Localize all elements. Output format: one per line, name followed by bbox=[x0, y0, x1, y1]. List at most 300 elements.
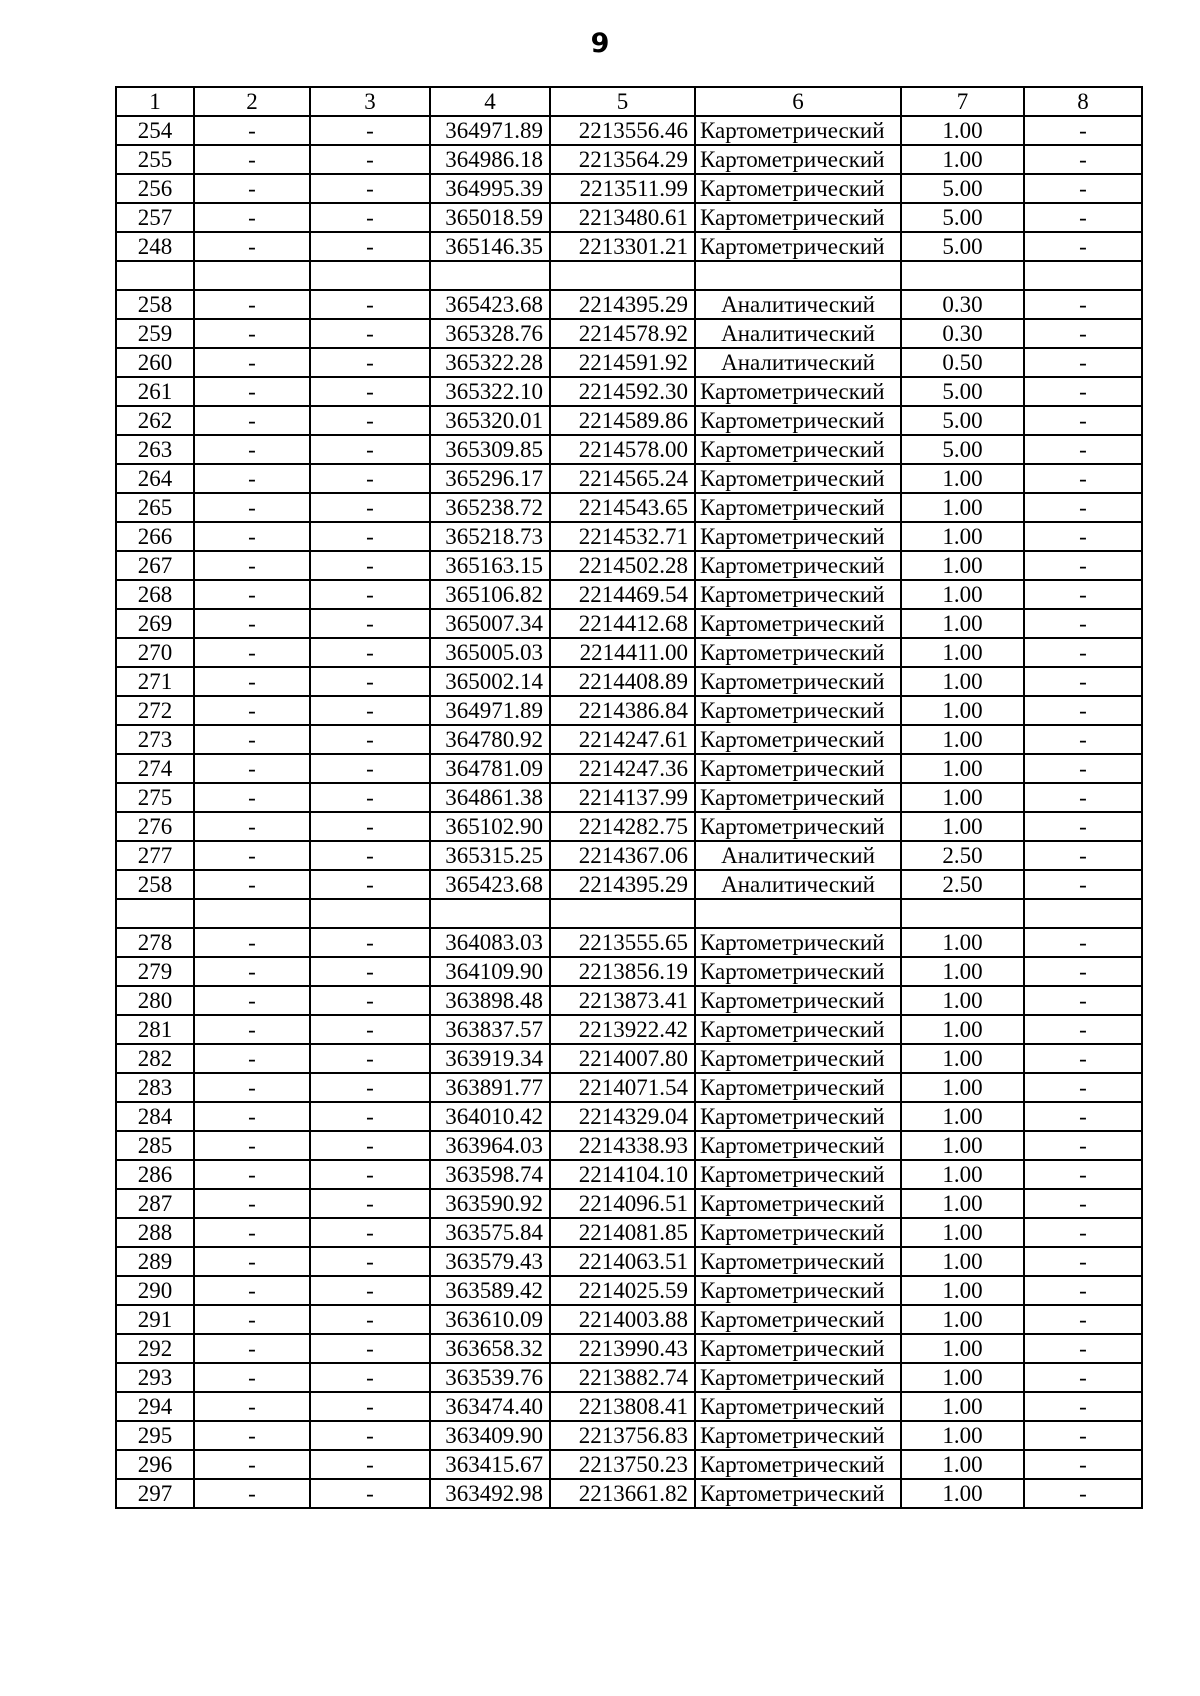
table-row bbox=[116, 377, 1142, 406]
col-3-cell: - bbox=[310, 1363, 430, 1392]
y-coordinate-cell: 2214104.10 bbox=[550, 1160, 695, 1189]
x-coordinate-cell: 364780.92 bbox=[430, 725, 550, 754]
table-row bbox=[116, 464, 1142, 493]
accuracy-cell: 1.00 bbox=[901, 1247, 1024, 1276]
y-coordinate-cell: 2214137.99 bbox=[550, 783, 695, 812]
accuracy-cell: 1.00 bbox=[901, 928, 1024, 957]
point-number-cell: 260 bbox=[116, 348, 194, 377]
col-2-cell: - bbox=[194, 116, 310, 145]
col-2-cell: - bbox=[194, 928, 310, 957]
point-number-cell: 256 bbox=[116, 174, 194, 203]
col-8-cell: - bbox=[1024, 1102, 1142, 1131]
col-8-cell: - bbox=[1024, 957, 1142, 986]
col-3-cell: - bbox=[310, 783, 430, 812]
col-2-cell: - bbox=[194, 1305, 310, 1334]
accuracy-cell: 1.00 bbox=[901, 551, 1024, 580]
y-coordinate-cell: 2213922.42 bbox=[550, 1015, 695, 1044]
point-number-cell: 276 bbox=[116, 812, 194, 841]
method-cell: Картометрический bbox=[695, 1305, 901, 1334]
col-2-cell: - bbox=[194, 638, 310, 667]
col-8-cell: - bbox=[1024, 1363, 1142, 1392]
method-cell: Картометрический bbox=[695, 928, 901, 957]
y-coordinate-cell: 2214591.92 bbox=[550, 348, 695, 377]
col-3-cell: - bbox=[310, 406, 430, 435]
table-row bbox=[116, 1160, 1142, 1189]
col-2-cell: - bbox=[194, 783, 310, 812]
method-cell: Картометрический bbox=[695, 1160, 901, 1189]
col-2-cell: - bbox=[194, 1276, 310, 1305]
method-cell: Картометрический bbox=[695, 725, 901, 754]
col-8-cell: - bbox=[1024, 667, 1142, 696]
point-number-cell: 248 bbox=[116, 232, 194, 261]
y-coordinate-cell: 2214578.92 bbox=[550, 319, 695, 348]
accuracy-cell bbox=[901, 261, 1024, 290]
x-coordinate-cell: 365328.76 bbox=[430, 319, 550, 348]
col-3-cell: - bbox=[310, 1421, 430, 1450]
x-coordinate-cell: 365322.10 bbox=[430, 377, 550, 406]
x-coordinate-cell: 365163.15 bbox=[430, 551, 550, 580]
col-8-cell: - bbox=[1024, 348, 1142, 377]
table-row bbox=[116, 667, 1142, 696]
x-coordinate-cell: 363492.98 bbox=[430, 1479, 550, 1508]
x-coordinate-cell: 363575.84 bbox=[430, 1218, 550, 1247]
x-coordinate-cell: 364986.18 bbox=[430, 145, 550, 174]
col-2-cell: - bbox=[194, 232, 310, 261]
table-row bbox=[116, 1189, 1142, 1218]
method-cell: Аналитический bbox=[695, 319, 901, 348]
point-number-cell: 264 bbox=[116, 464, 194, 493]
method-cell: Картометрический bbox=[695, 145, 901, 174]
col-2-cell: - bbox=[194, 870, 310, 899]
table-row bbox=[116, 783, 1142, 812]
table-row bbox=[116, 319, 1142, 348]
accuracy-cell: 1.00 bbox=[901, 1392, 1024, 1421]
col-2-cell: - bbox=[194, 145, 310, 174]
table-row bbox=[116, 1479, 1142, 1508]
y-coordinate-cell: 2214007.80 bbox=[550, 1044, 695, 1073]
point-number-cell: 297 bbox=[116, 1479, 194, 1508]
col-8-cell: - bbox=[1024, 841, 1142, 870]
x-coordinate-cell: 365146.35 bbox=[430, 232, 550, 261]
table-row bbox=[116, 174, 1142, 203]
header-row bbox=[116, 87, 1142, 116]
col-3-cell: - bbox=[310, 1392, 430, 1421]
accuracy-cell: 1.00 bbox=[901, 1044, 1024, 1073]
accuracy-cell: 5.00 bbox=[901, 203, 1024, 232]
point-number-cell: 262 bbox=[116, 406, 194, 435]
table-row bbox=[116, 232, 1142, 261]
point-number-cell: 275 bbox=[116, 783, 194, 812]
y-coordinate-cell: 2214247.36 bbox=[550, 754, 695, 783]
point-number-cell: 285 bbox=[116, 1131, 194, 1160]
table-row bbox=[116, 203, 1142, 232]
accuracy-cell: 1.00 bbox=[901, 464, 1024, 493]
point-number-cell: 272 bbox=[116, 696, 194, 725]
col-2-cell: - bbox=[194, 580, 310, 609]
accuracy-cell: 1.00 bbox=[901, 1276, 1024, 1305]
col-8-cell: - bbox=[1024, 1392, 1142, 1421]
y-coordinate-cell: 2213990.43 bbox=[550, 1334, 695, 1363]
method-cell: Картометрический bbox=[695, 116, 901, 145]
accuracy-cell: 1.00 bbox=[901, 522, 1024, 551]
y-coordinate-cell: 2214565.24 bbox=[550, 464, 695, 493]
y-coordinate-cell: 2214081.85 bbox=[550, 1218, 695, 1247]
col-3-cell: - bbox=[310, 348, 430, 377]
y-coordinate-cell: 2214502.28 bbox=[550, 551, 695, 580]
col-2-cell: - bbox=[194, 406, 310, 435]
col-8-cell: - bbox=[1024, 1334, 1142, 1363]
method-cell: Картометрический bbox=[695, 783, 901, 812]
accuracy-cell: 1.00 bbox=[901, 957, 1024, 986]
accuracy-cell: 1.00 bbox=[901, 638, 1024, 667]
col-8-cell: - bbox=[1024, 1015, 1142, 1044]
accuracy-cell: 1.00 bbox=[901, 1479, 1024, 1508]
x-coordinate-cell: 363415.67 bbox=[430, 1450, 550, 1479]
col-3-cell: - bbox=[310, 1247, 430, 1276]
table-row bbox=[116, 1102, 1142, 1131]
accuracy-cell: 1.00 bbox=[901, 1160, 1024, 1189]
point-number-cell: 286 bbox=[116, 1160, 194, 1189]
method-cell: Картометрический bbox=[695, 1334, 901, 1363]
method-cell: Картометрический bbox=[695, 522, 901, 551]
accuracy-cell: 1.00 bbox=[901, 667, 1024, 696]
accuracy-cell: 1.00 bbox=[901, 609, 1024, 638]
accuracy-cell: 1.00 bbox=[901, 783, 1024, 812]
accuracy-cell: 0.50 bbox=[901, 348, 1024, 377]
point-number-cell: 254 bbox=[116, 116, 194, 145]
col-8-cell: - bbox=[1024, 1160, 1142, 1189]
col-2-cell: - bbox=[194, 174, 310, 203]
table-row bbox=[116, 1276, 1142, 1305]
header-cell-4: 4 bbox=[430, 87, 550, 116]
point-number-cell: 258 bbox=[116, 290, 194, 319]
table-row bbox=[116, 1392, 1142, 1421]
method-cell: Картометрический bbox=[695, 667, 901, 696]
col-3-cell: - bbox=[310, 928, 430, 957]
accuracy-cell: 1.00 bbox=[901, 1363, 1024, 1392]
x-coordinate-cell: 363964.03 bbox=[430, 1131, 550, 1160]
col-2-cell: - bbox=[194, 290, 310, 319]
method-cell: Картометрический bbox=[695, 464, 901, 493]
accuracy-cell: 5.00 bbox=[901, 406, 1024, 435]
x-coordinate-cell: 365322.28 bbox=[430, 348, 550, 377]
table-row bbox=[116, 928, 1142, 957]
point-number-cell: 294 bbox=[116, 1392, 194, 1421]
x-coordinate-cell: 364861.38 bbox=[430, 783, 550, 812]
accuracy-cell: 1.00 bbox=[901, 1102, 1024, 1131]
col-3-cell bbox=[310, 261, 430, 290]
header-cell-6: 6 bbox=[695, 87, 901, 116]
col-8-cell: - bbox=[1024, 754, 1142, 783]
col-8-cell: - bbox=[1024, 1479, 1142, 1508]
method-cell: Картометрический bbox=[695, 580, 901, 609]
accuracy-cell: 1.00 bbox=[901, 493, 1024, 522]
point-number-cell: 282 bbox=[116, 1044, 194, 1073]
method-cell: Картометрический bbox=[695, 1479, 901, 1508]
method-cell: Картометрический bbox=[695, 435, 901, 464]
col-3-cell: - bbox=[310, 174, 430, 203]
method-cell: Картометрический bbox=[695, 1363, 901, 1392]
col-3-cell: - bbox=[310, 1015, 430, 1044]
point-number-cell: 270 bbox=[116, 638, 194, 667]
table-row bbox=[116, 551, 1142, 580]
col-8-cell: - bbox=[1024, 812, 1142, 841]
accuracy-cell: 1.00 bbox=[901, 986, 1024, 1015]
col-3-cell: - bbox=[310, 522, 430, 551]
table-row bbox=[116, 1450, 1142, 1479]
y-coordinate-cell: 2214338.93 bbox=[550, 1131, 695, 1160]
point-number-cell: 255 bbox=[116, 145, 194, 174]
y-coordinate-cell: 2213555.65 bbox=[550, 928, 695, 957]
point-number-cell: 266 bbox=[116, 522, 194, 551]
table-body bbox=[116, 87, 1142, 1508]
col-3-cell: - bbox=[310, 1218, 430, 1247]
col-8-cell bbox=[1024, 261, 1142, 290]
col-3-cell: - bbox=[310, 812, 430, 841]
accuracy-cell: 1.00 bbox=[901, 812, 1024, 841]
col-2-cell: - bbox=[194, 725, 310, 754]
x-coordinate-cell: 365007.34 bbox=[430, 609, 550, 638]
x-coordinate-cell: 363837.57 bbox=[430, 1015, 550, 1044]
col-8-cell: - bbox=[1024, 783, 1142, 812]
col-8-cell: - bbox=[1024, 1450, 1142, 1479]
col-3-cell: - bbox=[310, 1131, 430, 1160]
y-coordinate-cell: 2213856.19 bbox=[550, 957, 695, 986]
method-cell: Картометрический bbox=[695, 1102, 901, 1131]
point-number-cell: 278 bbox=[116, 928, 194, 957]
method-cell: Картометрический bbox=[695, 1044, 901, 1073]
table-row bbox=[116, 841, 1142, 870]
point-number-cell: 277 bbox=[116, 841, 194, 870]
method-cell: Картометрический bbox=[695, 1276, 901, 1305]
col-2-cell: - bbox=[194, 1160, 310, 1189]
x-coordinate-cell: 365296.17 bbox=[430, 464, 550, 493]
y-coordinate-cell: 2213756.83 bbox=[550, 1421, 695, 1450]
y-coordinate-cell: 2213882.74 bbox=[550, 1363, 695, 1392]
accuracy-cell: 1.00 bbox=[901, 725, 1024, 754]
point-number-cell: 265 bbox=[116, 493, 194, 522]
point-number-cell: 280 bbox=[116, 986, 194, 1015]
y-coordinate-cell: 2214408.89 bbox=[550, 667, 695, 696]
col-2-cell: - bbox=[194, 841, 310, 870]
point-number-cell: 267 bbox=[116, 551, 194, 580]
accuracy-cell: 1.00 bbox=[901, 1073, 1024, 1102]
header-cell-3: 3 bbox=[310, 87, 430, 116]
point-number-cell: 257 bbox=[116, 203, 194, 232]
x-coordinate-cell: 365018.59 bbox=[430, 203, 550, 232]
table-row bbox=[116, 609, 1142, 638]
y-coordinate-cell bbox=[550, 899, 695, 928]
col-8-cell: - bbox=[1024, 696, 1142, 725]
table-row bbox=[116, 406, 1142, 435]
col-2-cell: - bbox=[194, 464, 310, 493]
header-cell-5: 5 bbox=[550, 87, 695, 116]
accuracy-cell: 1.00 bbox=[901, 1131, 1024, 1160]
col-3-cell bbox=[310, 899, 430, 928]
method-cell: Картометрический bbox=[695, 609, 901, 638]
table-row bbox=[116, 1421, 1142, 1450]
col-3-cell: - bbox=[310, 290, 430, 319]
col-8-cell bbox=[1024, 899, 1142, 928]
header-cell-1: 1 bbox=[116, 87, 194, 116]
col-3-cell: - bbox=[310, 841, 430, 870]
col-2-cell bbox=[194, 261, 310, 290]
accuracy-cell: 1.00 bbox=[901, 1450, 1024, 1479]
accuracy-cell: 2.50 bbox=[901, 870, 1024, 899]
col-3-cell: - bbox=[310, 1073, 430, 1102]
method-cell: Картометрический bbox=[695, 203, 901, 232]
point-number-cell: 283 bbox=[116, 1073, 194, 1102]
x-coordinate-cell bbox=[430, 261, 550, 290]
accuracy-cell: 0.30 bbox=[901, 319, 1024, 348]
x-coordinate-cell: 363598.74 bbox=[430, 1160, 550, 1189]
table-row bbox=[116, 725, 1142, 754]
point-number-cell: 289 bbox=[116, 1247, 194, 1276]
x-coordinate-cell: 365218.73 bbox=[430, 522, 550, 551]
y-coordinate-cell: 2214395.29 bbox=[550, 870, 695, 899]
x-coordinate-cell: 365423.68 bbox=[430, 290, 550, 319]
method-cell: Картометрический bbox=[695, 406, 901, 435]
point-number-cell: 268 bbox=[116, 580, 194, 609]
y-coordinate-cell: 2213480.61 bbox=[550, 203, 695, 232]
col-8-cell: - bbox=[1024, 203, 1142, 232]
col-8-cell: - bbox=[1024, 493, 1142, 522]
method-cell: Картометрический bbox=[695, 232, 901, 261]
col-3-cell: - bbox=[310, 638, 430, 667]
y-coordinate-cell: 2213556.46 bbox=[550, 116, 695, 145]
point-number-cell: 287 bbox=[116, 1189, 194, 1218]
method-cell: Картометрический bbox=[695, 174, 901, 203]
col-3-cell: - bbox=[310, 1276, 430, 1305]
y-coordinate-cell: 2214532.71 bbox=[550, 522, 695, 551]
table-row bbox=[116, 145, 1142, 174]
table-row bbox=[116, 870, 1142, 899]
col-2-cell: - bbox=[194, 667, 310, 696]
table-row bbox=[116, 580, 1142, 609]
col-8-cell: - bbox=[1024, 1247, 1142, 1276]
y-coordinate-cell: 2214025.59 bbox=[550, 1276, 695, 1305]
method-cell: Аналитический bbox=[695, 290, 901, 319]
y-coordinate-cell: 2213808.41 bbox=[550, 1392, 695, 1421]
x-coordinate-cell: 365320.01 bbox=[430, 406, 550, 435]
y-coordinate-cell: 2214247.61 bbox=[550, 725, 695, 754]
table-row bbox=[116, 986, 1142, 1015]
y-coordinate-cell: 2214469.54 bbox=[550, 580, 695, 609]
accuracy-cell: 1.00 bbox=[901, 1189, 1024, 1218]
y-coordinate-cell: 2214386.84 bbox=[550, 696, 695, 725]
col-2-cell: - bbox=[194, 1102, 310, 1131]
col-8-cell: - bbox=[1024, 725, 1142, 754]
col-8-cell: - bbox=[1024, 928, 1142, 957]
accuracy-cell: 1.00 bbox=[901, 1305, 1024, 1334]
accuracy-cell: 1.00 bbox=[901, 696, 1024, 725]
point-number-cell: 274 bbox=[116, 754, 194, 783]
method-cell: Картометрический bbox=[695, 377, 901, 406]
separator-row bbox=[116, 899, 1142, 928]
table-row bbox=[116, 696, 1142, 725]
x-coordinate-cell: 363539.76 bbox=[430, 1363, 550, 1392]
table-row bbox=[116, 1073, 1142, 1102]
x-coordinate-cell: 365423.68 bbox=[430, 870, 550, 899]
col-2-cell: - bbox=[194, 319, 310, 348]
col-8-cell: - bbox=[1024, 1276, 1142, 1305]
accuracy-cell: 5.00 bbox=[901, 174, 1024, 203]
col-3-cell: - bbox=[310, 986, 430, 1015]
point-number-cell: 259 bbox=[116, 319, 194, 348]
point-number-cell: 281 bbox=[116, 1015, 194, 1044]
col-2-cell: - bbox=[194, 1450, 310, 1479]
col-2-cell: - bbox=[194, 1073, 310, 1102]
point-number-cell: 263 bbox=[116, 435, 194, 464]
col-8-cell: - bbox=[1024, 580, 1142, 609]
accuracy-cell: 0.30 bbox=[901, 290, 1024, 319]
col-8-cell: - bbox=[1024, 551, 1142, 580]
col-2-cell: - bbox=[194, 522, 310, 551]
col-2-cell: - bbox=[194, 1044, 310, 1073]
col-2-cell: - bbox=[194, 1479, 310, 1508]
x-coordinate-cell: 364971.89 bbox=[430, 116, 550, 145]
method-cell: Картометрический bbox=[695, 638, 901, 667]
x-coordinate-cell: 363610.09 bbox=[430, 1305, 550, 1334]
accuracy-cell: 5.00 bbox=[901, 435, 1024, 464]
method-cell: Картометрический bbox=[695, 754, 901, 783]
page-number: 9 bbox=[590, 28, 610, 59]
col-3-cell: - bbox=[310, 1334, 430, 1363]
x-coordinate-cell: 363474.40 bbox=[430, 1392, 550, 1421]
y-coordinate-cell: 2214592.30 bbox=[550, 377, 695, 406]
x-coordinate-cell: 363898.48 bbox=[430, 986, 550, 1015]
y-coordinate-cell: 2214543.65 bbox=[550, 493, 695, 522]
table-row bbox=[116, 116, 1142, 145]
col-8-cell: - bbox=[1024, 145, 1142, 174]
col-8-cell: - bbox=[1024, 377, 1142, 406]
y-coordinate-cell: 2213301.21 bbox=[550, 232, 695, 261]
y-coordinate-cell: 2214063.51 bbox=[550, 1247, 695, 1276]
x-coordinate-cell: 363590.92 bbox=[430, 1189, 550, 1218]
x-coordinate-cell: 363579.43 bbox=[430, 1247, 550, 1276]
point-number-cell: 269 bbox=[116, 609, 194, 638]
point-number-cell bbox=[116, 261, 194, 290]
col-2-cell: - bbox=[194, 551, 310, 580]
y-coordinate-cell: 2214071.54 bbox=[550, 1073, 695, 1102]
col-2-cell: - bbox=[194, 1247, 310, 1276]
method-cell: Картометрический bbox=[695, 957, 901, 986]
y-coordinate-cell: 2214578.00 bbox=[550, 435, 695, 464]
col-3-cell: - bbox=[310, 1044, 430, 1073]
table-row bbox=[116, 1044, 1142, 1073]
col-2-cell: - bbox=[194, 1392, 310, 1421]
x-coordinate-cell: 364010.42 bbox=[430, 1102, 550, 1131]
col-8-cell: - bbox=[1024, 116, 1142, 145]
col-8-cell: - bbox=[1024, 319, 1142, 348]
table-row bbox=[116, 1218, 1142, 1247]
method-cell: Аналитический bbox=[695, 841, 901, 870]
method-cell: Аналитический bbox=[695, 870, 901, 899]
col-3-cell: - bbox=[310, 1479, 430, 1508]
coordinates-table bbox=[115, 86, 1143, 1509]
col-3-cell: - bbox=[310, 145, 430, 174]
accuracy-cell: 1.00 bbox=[901, 1015, 1024, 1044]
col-3-cell: - bbox=[310, 870, 430, 899]
accuracy-cell: 5.00 bbox=[901, 377, 1024, 406]
x-coordinate-cell: 364109.90 bbox=[430, 957, 550, 986]
point-number-cell: 295 bbox=[116, 1421, 194, 1450]
method-cell: Картометрический bbox=[695, 1392, 901, 1421]
x-coordinate-cell: 364781.09 bbox=[430, 754, 550, 783]
x-coordinate-cell: 363409.90 bbox=[430, 1421, 550, 1450]
col-2-cell: - bbox=[194, 1131, 310, 1160]
point-number-cell: 273 bbox=[116, 725, 194, 754]
